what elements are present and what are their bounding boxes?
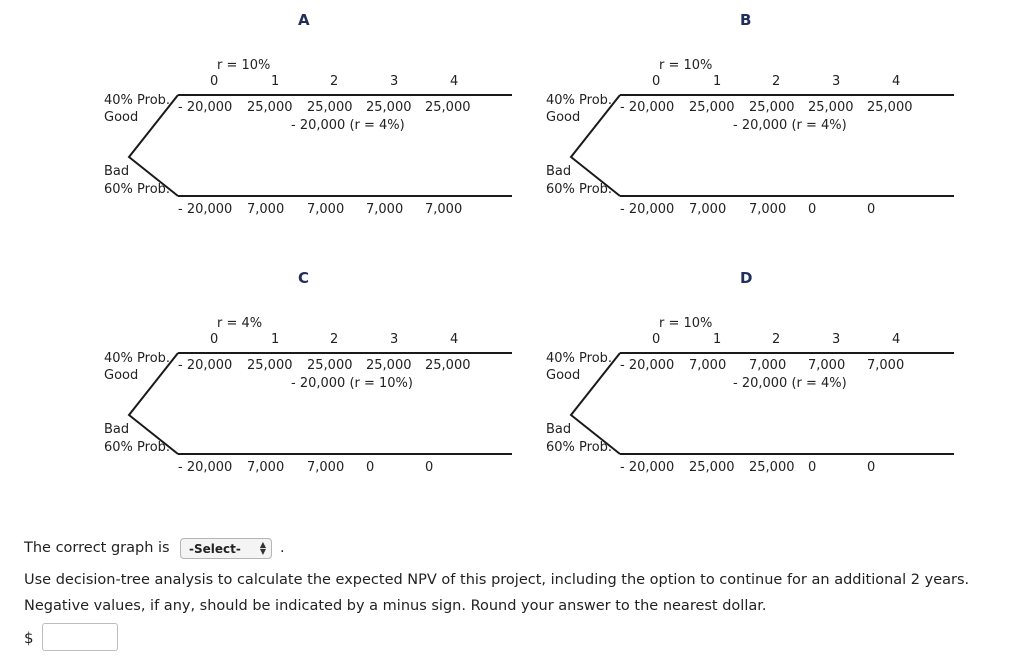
year-label: 0: [652, 74, 661, 89]
good-cash-flow: 25,000: [808, 100, 854, 115]
year-label: 2: [330, 74, 339, 89]
good-outcome-label: Good: [104, 110, 139, 125]
good-cash-flow: 25,000: [867, 100, 913, 115]
bad-cash-flow: 7,000: [307, 460, 345, 475]
abandon-cash-flow-note: - 20,000 (r = 10%): [291, 376, 413, 391]
tree-label: B: [740, 11, 752, 29]
tree-label: D: [740, 269, 753, 287]
bad-cash-flow: - 20,000: [620, 202, 675, 217]
good-cash-flow: - 20,000: [178, 100, 233, 115]
year-label: 1: [713, 74, 722, 89]
bad-cash-flow: 0: [366, 460, 375, 475]
good-cash-flow: 25,000: [425, 358, 471, 373]
year-label: 2: [772, 74, 781, 89]
good-cash-flow: 25,000: [366, 358, 412, 373]
year-label: 0: [210, 74, 219, 89]
bad-cash-flow: 25,000: [689, 460, 735, 475]
year-label: 1: [271, 74, 280, 89]
graph-select[interactable]: [180, 538, 272, 559]
year-label: 4: [892, 74, 901, 89]
decision-tree-b: [442, 0, 954, 258]
year-label: 4: [450, 74, 459, 89]
good-cash-flow: 25,000: [247, 100, 293, 115]
good-probability-label: 40% Prob.: [546, 93, 613, 108]
bad-outcome-label: Bad: [104, 422, 130, 437]
bad-cash-flow: 7,000: [247, 202, 285, 217]
year-label: 0: [652, 332, 661, 347]
currency-symbol: $: [24, 629, 34, 647]
discount-rate-label: r = 10%: [217, 58, 271, 73]
good-cash-flow: 25,000: [366, 100, 412, 115]
discount-rate-label: r = 10%: [659, 58, 713, 73]
good-cash-flow: 25,000: [307, 100, 353, 115]
bad-cash-flow: 0: [808, 460, 817, 475]
good-probability-label: 40% Prob.: [546, 351, 613, 366]
year-label: 2: [330, 332, 339, 347]
year-label: 3: [832, 332, 841, 347]
good-probability-label: 40% Prob.: [104, 351, 171, 366]
bad-outcome-label: Bad: [546, 422, 572, 437]
year-label: 3: [832, 74, 841, 89]
year-label: 1: [271, 332, 280, 347]
good-cash-flow: 7,000: [749, 358, 787, 373]
bad-cash-flow: 7,000: [247, 460, 285, 475]
good-cash-flow: 7,000: [867, 358, 905, 373]
abandon-cash-flow-note: - 20,000 (r = 4%): [291, 118, 405, 133]
bad-cash-flow: 0: [867, 202, 876, 217]
tree-branches: [0, 258, 512, 516]
bad-cash-flow: 7,000: [366, 202, 404, 217]
good-cash-flow: - 20,000: [620, 358, 675, 373]
bad-cash-flow: 7,000: [689, 202, 727, 217]
bad-cash-flow: 7,000: [307, 202, 345, 217]
decision-tree-d: [442, 258, 954, 516]
good-cash-flow: - 20,000: [620, 100, 675, 115]
bad-probability-label: 60% Prob.: [546, 440, 613, 455]
graph-select-label: -Select-: [189, 541, 241, 556]
bad-cash-flow: - 20,000: [178, 202, 233, 217]
bad-cash-flow: - 20,000: [178, 460, 233, 475]
question-prefix: The correct graph is: [24, 540, 170, 556]
year-label: 1: [713, 332, 722, 347]
year-label: 3: [390, 74, 399, 89]
bad-cash-flow: 0: [808, 202, 817, 217]
tree-branches: [0, 0, 512, 258]
discount-rate-label: r = 10%: [659, 316, 713, 331]
good-probability-label: 40% Prob.: [104, 93, 171, 108]
year-label: 4: [450, 332, 459, 347]
tree-label: A: [298, 11, 310, 29]
good-cash-flow: 25,000: [247, 358, 293, 373]
bad-cash-flow: 7,000: [749, 202, 787, 217]
good-outcome-label: Good: [546, 368, 581, 383]
bad-cash-flow: - 20,000: [620, 460, 675, 475]
bad-outcome-label: Bad: [104, 164, 130, 179]
good-cash-flow: 25,000: [425, 100, 471, 115]
year-label: 0: [210, 332, 219, 347]
good-cash-flow: 7,000: [808, 358, 846, 373]
decision-tree-c: [0, 258, 512, 516]
question-instruction: Use decision-tree analysis to calculate the expected NPV of this project, including the option to continue for an additional 2 years.: [24, 572, 970, 588]
bad-probability-label: 60% Prob.: [546, 182, 613, 197]
year-label: 2: [772, 332, 781, 347]
abandon-cash-flow-note: - 20,000 (r = 4%): [733, 118, 847, 133]
tree-branches: [442, 258, 954, 516]
bad-cash-flow: 7,000: [425, 202, 463, 217]
good-cash-flow: 25,000: [749, 100, 795, 115]
abandon-cash-flow-note: - 20,000 (r = 4%): [733, 376, 847, 391]
question-rounding-note: Negative values, if any, should be indicated by a minus sign. Round your answer to the nearest dollar.: [24, 598, 767, 614]
good-outcome-label: Good: [546, 110, 581, 125]
bad-cash-flow: 25,000: [749, 460, 795, 475]
bad-cash-flow: 0: [867, 460, 876, 475]
decision-tree-a: [0, 0, 512, 258]
question-suffix: .: [280, 540, 285, 556]
bad-cash-flow: 0: [425, 460, 434, 475]
bad-outcome-label: Bad: [546, 164, 572, 179]
npv-answer-input[interactable]: [42, 623, 118, 651]
good-outcome-label: Good: [104, 368, 139, 383]
bad-probability-label: 60% Prob.: [104, 182, 171, 197]
good-cash-flow: 25,000: [307, 358, 353, 373]
tree-branches: [442, 0, 954, 258]
year-label: 4: [892, 332, 901, 347]
good-cash-flow: 7,000: [689, 358, 727, 373]
good-cash-flow: - 20,000: [178, 358, 233, 373]
updown-chevron-icon: ▲ ▼: [259, 540, 266, 556]
tree-label: C: [298, 269, 310, 287]
bad-probability-label: 60% Prob.: [104, 440, 171, 455]
good-cash-flow: 25,000: [689, 100, 735, 115]
year-label: 3: [390, 332, 399, 347]
discount-rate-label: r = 4%: [217, 316, 263, 331]
